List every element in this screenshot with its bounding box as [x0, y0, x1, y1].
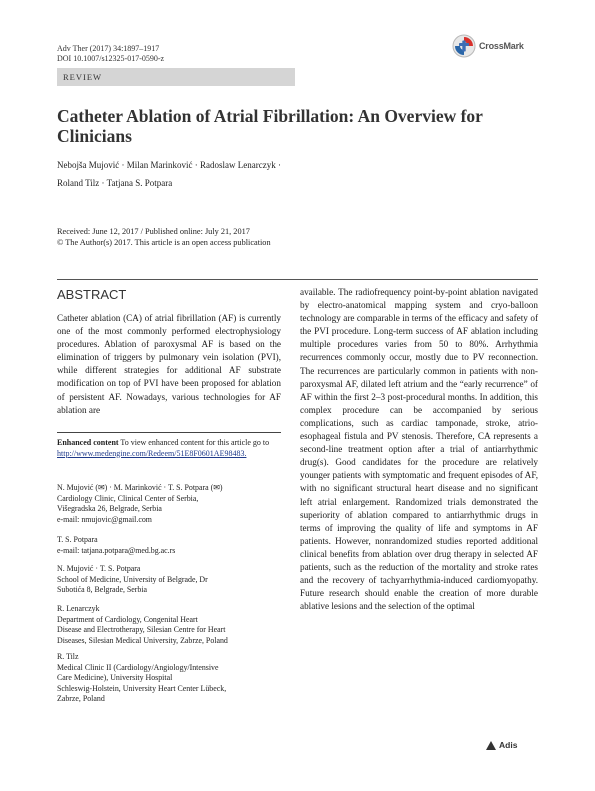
article-title: Catheter Ablation of Atrial Fibrillation: An Overview for Clinicians — [57, 106, 483, 146]
journal-line: Adv Ther (2017) 34:1897–1917 — [57, 44, 160, 53]
enhanced-text: To view enhanced content for this article go to — [120, 438, 270, 447]
affiliation-email[interactable]: e-mail: tatjana.potpara@med.bg.ac.rs — [57, 545, 176, 555]
affiliation-line: Subotića 8, Belgrade, Serbia — [57, 585, 148, 594]
crossmark-badge[interactable] — [452, 34, 542, 58]
affiliation-line: Višegradska 26, Belgrade, Serbia — [57, 504, 162, 513]
affiliation-line: N. Mujović · T. S. Potpara — [57, 564, 141, 573]
footnote-divider — [57, 432, 281, 433]
license-line: © The Author(s) 2017. This article is an open access publication — [57, 238, 271, 247]
authors-line-2[interactable]: Roland Tilz · Tatjana S. Potpara — [57, 178, 173, 188]
abstract-text-column-2: available. The radiofrequency point-by-point ablation navigated by electro-anatomical mapping system and cryo-balloon technology are comparable in terms of the efficacy and safety of the PVI procedure. Long-term success of AF ablation including multiple procedures varies from 50 to 80%. Arrhythmia recurrences commonly occur, mostly due to PV reconnection. The recurrences are particularly common in patients with non-paroxysmal AF, dilated left atrium and the “early recurrence” of AF within the first 2–3 post-procedural months. In addition, this complex procedure can be accompanied by serious complications, such as cardiac tamponade, stroke, atrio-esophageal fistula and PV stenosis. Therefore, CA represents a second-line treatment option after a trial of antiarrhythmic drug(s). Good candidates for the procedure are relatively younger patients with symptomatic and frequent episodes of AF, with no significant structural heart disease and no significant left atrial enlargement. Randomized trials demonstrated the superiority of ablation compared to antiarrhythmic drugs in terms of improving the quality of life and symptoms in AF patients. However, nonrandomized studies reported additional clinical benefits from ablation over drug therapy in selected AF patients, such as the reduction of the mortality and stroke rates and the recovery of tachyarrhythmia-induced cardiomyopathy. Future research should enable the creation of more durable ablative lesions and the selection of the optimal — [300, 287, 538, 612]
affiliation-line: T. S. Potpara — [57, 535, 98, 544]
author-list — [57, 156, 477, 192]
affiliation-block — [57, 535, 281, 556]
enhanced-link[interactable]: http://www.medengine.com/Redeem/51E8F0601AE98483. — [57, 448, 247, 458]
affiliation-line: R. Lenarczyk — [57, 604, 100, 613]
affiliation-block — [57, 564, 281, 596]
affiliation-block — [57, 652, 281, 705]
publisher-logo — [486, 740, 517, 750]
affiliation-line: Zabrze, Poland — [57, 694, 105, 703]
affiliation-line: R. Tilz — [57, 652, 79, 661]
affiliation-line: Department of Cardiology, Congenital Heart — [57, 614, 198, 624]
affiliation-line: N. Mujović (✉) · M. Marinković · T. S. Potpara (✉) — [57, 483, 223, 492]
affiliation-line: School of Medicine, University of Belgrade, Dr — [57, 574, 208, 584]
journal-citation — [57, 44, 164, 64]
authors-line-1[interactable]: Nebojša Mujović · Milan Marinković · Radoslaw Lenarczyk · — [57, 160, 281, 170]
affiliation-block — [57, 604, 281, 646]
affiliation-line: Schleswig-Holstein, University Heart Center Lübeck, — [57, 683, 227, 693]
section-band — [57, 68, 295, 86]
abstract-text-column-1: Catheter ablation (CA) of atrial fibrillation (AF) is currently one of the most commonly performed electrophysiology procedures. Ablation of paroxysmal AF is based on the elimination of triggers by pulmonary vein isolation (PVI), while different strategies for additional AF substrate modification on top of PVI have been proposed for ablation of persistent AF. Nowadays, various technologies for AF ablation are — [57, 313, 281, 415]
affiliation-email[interactable]: e-mail: nmujovic@gmail.com — [57, 514, 152, 524]
received-published: Received: June 12, 2017 / Published online: July 21, 2017 — [57, 227, 250, 236]
abstract-heading: ABSTRACT — [57, 287, 127, 302]
affiliation-line: Disease and Electrotherapy, Silesian Centre for Heart — [57, 625, 226, 634]
doi-line: DOI 10.1007/s12325-017-0590-z — [57, 54, 165, 63]
affiliation-line: Cardiology Clinic, Clinical Center of Serbia, — [57, 493, 199, 503]
affiliation-block — [57, 483, 281, 525]
crossmark-icon — [452, 34, 476, 58]
header-divider — [57, 279, 538, 280]
enhanced-label: Enhanced content — [57, 438, 119, 447]
adis-triangle-icon — [486, 741, 496, 750]
affiliation-line: Medical Clinic II (Cardiology/Angiology/Intensive — [57, 662, 219, 672]
section-tag: REVIEW — [63, 72, 103, 82]
affiliation-line: Care Medicine), University Hospital — [57, 673, 173, 682]
affiliation-line: Diseases, Silesian Medical University, Zabrze, Poland — [57, 635, 228, 645]
enhanced-content-note — [57, 438, 281, 459]
publication-dates — [57, 226, 437, 248]
crossmark-label: CrossMark — [479, 41, 524, 51]
publisher-name: Adis — [499, 740, 518, 750]
